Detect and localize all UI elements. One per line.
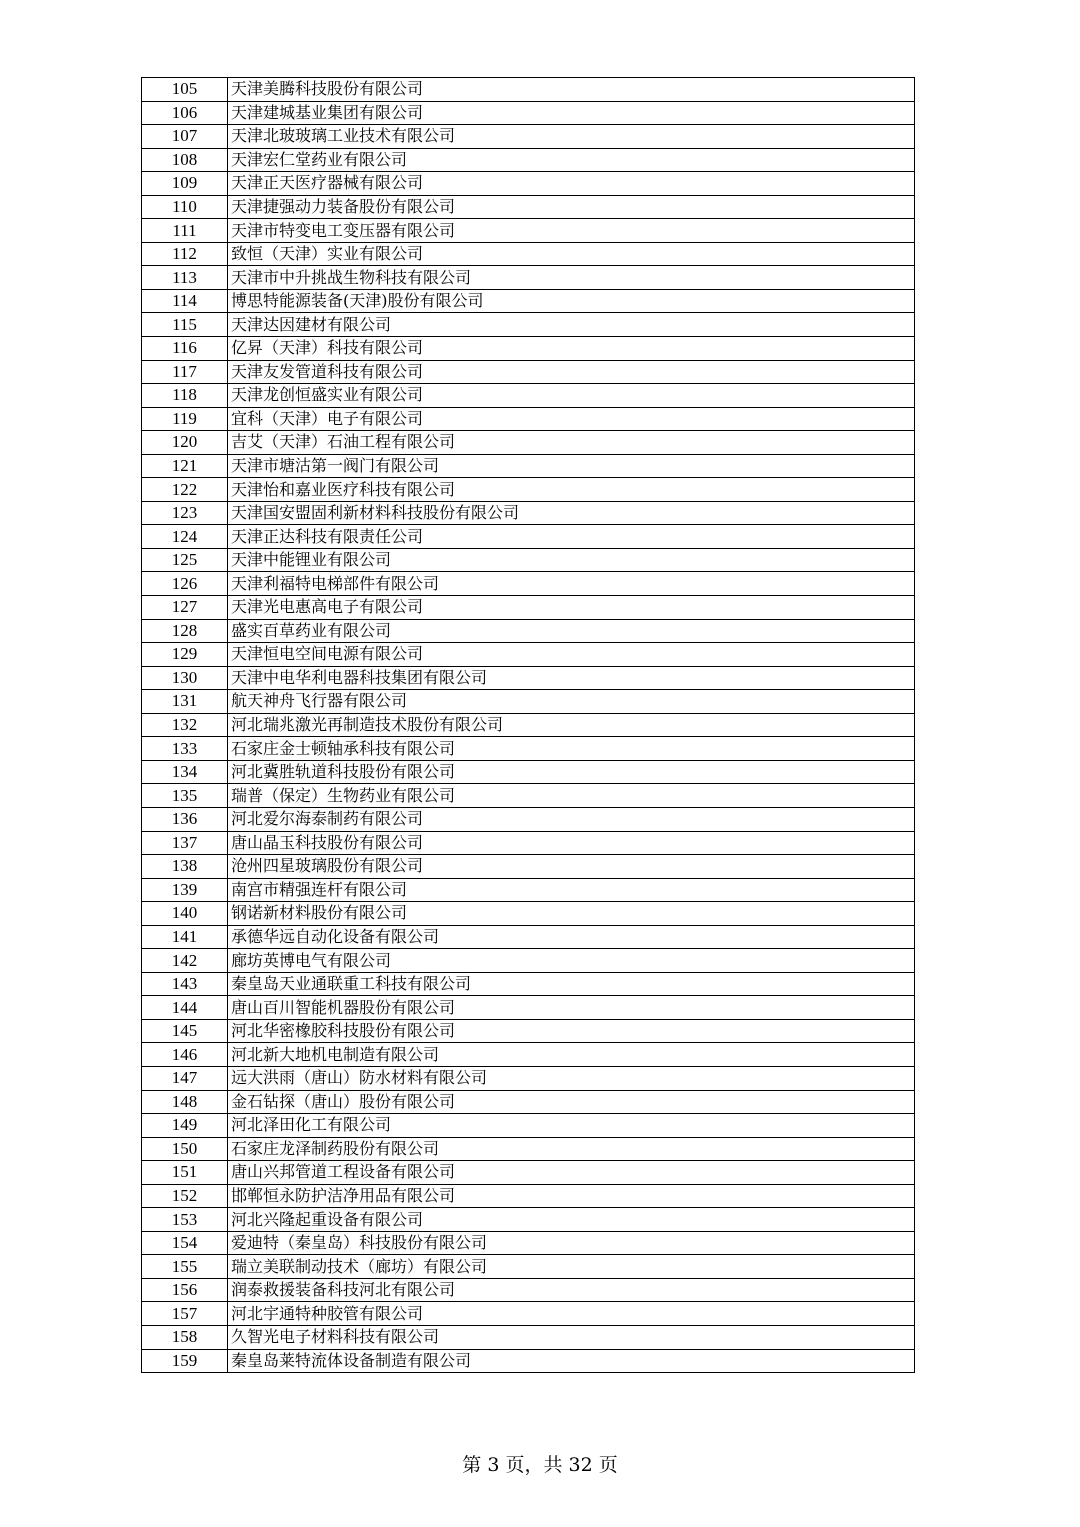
company-name: 石家庄金士顿轴承科技有限公司	[228, 737, 915, 761]
company-name: 吉艾（天津）石油工程有限公司	[228, 431, 915, 455]
company-name: 河北泽田化工有限公司	[228, 1114, 915, 1138]
row-number: 129	[142, 643, 228, 667]
company-name: 河北冀胜轨道科技股份有限公司	[228, 760, 915, 784]
company-name: 南宫市精强连杆有限公司	[228, 878, 915, 902]
table-row	[142, 501, 915, 525]
company-name: 河北爱尔海泰制药有限公司	[228, 807, 915, 831]
table-row	[142, 407, 915, 431]
table-row	[142, 360, 915, 384]
table-row	[142, 619, 915, 643]
row-number: 118	[142, 384, 228, 408]
table-row	[142, 1278, 915, 1302]
table-row	[142, 525, 915, 549]
table-row	[142, 1090, 915, 1114]
row-number: 151	[142, 1161, 228, 1185]
table-row	[142, 572, 915, 596]
table-row	[142, 313, 915, 337]
table-row	[142, 737, 915, 761]
row-number: 143	[142, 972, 228, 996]
table-row	[142, 690, 915, 714]
company-name: 天津国安盟固利新材料科技股份有限公司	[228, 501, 915, 525]
row-number: 156	[142, 1278, 228, 1302]
row-number: 144	[142, 996, 228, 1020]
company-name: 天津正天医疗器械有限公司	[228, 172, 915, 196]
row-number: 142	[142, 949, 228, 973]
table-row	[142, 807, 915, 831]
row-number: 149	[142, 1114, 228, 1138]
company-name: 秦皇岛莱特流体设备制造有限公司	[228, 1349, 915, 1373]
company-name: 邯郸恒永防护洁净用品有限公司	[228, 1184, 915, 1208]
table-row	[142, 1184, 915, 1208]
table-row	[142, 996, 915, 1020]
row-number: 127	[142, 596, 228, 620]
company-name: 天津中电华利电器科技集团有限公司	[228, 666, 915, 690]
row-number: 145	[142, 1019, 228, 1043]
row-number: 136	[142, 807, 228, 831]
row-number: 126	[142, 572, 228, 596]
company-name: 天津北玻玻璃工业技术有限公司	[228, 125, 915, 149]
company-name: 天津恒电空间电源有限公司	[228, 643, 915, 667]
row-number: 125	[142, 548, 228, 572]
table-row	[142, 548, 915, 572]
company-name: 航天神舟飞行器有限公司	[228, 690, 915, 714]
row-number: 152	[142, 1184, 228, 1208]
row-number: 150	[142, 1137, 228, 1161]
row-number: 139	[142, 878, 228, 902]
row-number: 112	[142, 242, 228, 266]
company-name: 天津市特变电工变压器有限公司	[228, 219, 915, 243]
table-row	[142, 384, 915, 408]
table-row	[142, 1019, 915, 1043]
table-row	[142, 878, 915, 902]
company-name: 河北华密橡胶科技股份有限公司	[228, 1019, 915, 1043]
table-row	[142, 1208, 915, 1232]
row-number: 131	[142, 690, 228, 714]
table-row	[142, 337, 915, 361]
table-row	[142, 1114, 915, 1138]
table-row	[142, 125, 915, 149]
table-row	[142, 949, 915, 973]
company-name: 天津美腾科技股份有限公司	[228, 78, 915, 102]
row-number: 134	[142, 760, 228, 784]
company-name: 唐山百川智能机器股份有限公司	[228, 996, 915, 1020]
company-list-table	[141, 77, 915, 1373]
row-number: 135	[142, 784, 228, 808]
company-name: 天津友发管道科技有限公司	[228, 360, 915, 384]
company-name: 天津怡和嘉业医疗科技有限公司	[228, 478, 915, 502]
row-number: 138	[142, 855, 228, 879]
table-row	[142, 1302, 915, 1326]
row-number: 153	[142, 1208, 228, 1232]
table-row	[142, 101, 915, 125]
company-name: 天津建城基业集团有限公司	[228, 101, 915, 125]
table-row	[142, 289, 915, 313]
row-number: 158	[142, 1325, 228, 1349]
row-number: 124	[142, 525, 228, 549]
company-name: 久智光电子材料科技有限公司	[228, 1325, 915, 1349]
company-name: 石家庄龙泽制药股份有限公司	[228, 1137, 915, 1161]
table-row	[142, 760, 915, 784]
table-row	[142, 1255, 915, 1279]
row-number: 109	[142, 172, 228, 196]
company-name: 天津市中升挑战生物科技有限公司	[228, 266, 915, 290]
table-row	[142, 643, 915, 667]
company-name: 天津正达科技有限责任公司	[228, 525, 915, 549]
table-row	[142, 431, 915, 455]
table-row	[142, 1066, 915, 1090]
table-row	[142, 666, 915, 690]
row-number: 148	[142, 1090, 228, 1114]
row-number: 120	[142, 431, 228, 455]
table-row	[142, 713, 915, 737]
table-row	[142, 1325, 915, 1349]
company-name: 钢诺新材料股份有限公司	[228, 902, 915, 926]
table-row	[142, 478, 915, 502]
row-number: 155	[142, 1255, 228, 1279]
row-number: 106	[142, 101, 228, 125]
company-name: 瑞普（保定）生物药业有限公司	[228, 784, 915, 808]
table-row	[142, 972, 915, 996]
row-number: 141	[142, 925, 228, 949]
company-name: 天津利福特电梯部件有限公司	[228, 572, 915, 596]
table-row	[142, 219, 915, 243]
table-row	[142, 454, 915, 478]
row-number: 157	[142, 1302, 228, 1326]
company-name: 盛实百草药业有限公司	[228, 619, 915, 643]
company-name: 润泰救援装备科技河北有限公司	[228, 1278, 915, 1302]
company-name: 廊坊英博电气有限公司	[228, 949, 915, 973]
row-number: 146	[142, 1043, 228, 1067]
table-row	[142, 1231, 915, 1255]
row-number: 117	[142, 360, 228, 384]
table-row	[142, 855, 915, 879]
row-number: 119	[142, 407, 228, 431]
row-number: 128	[142, 619, 228, 643]
table-row	[142, 1137, 915, 1161]
row-number: 113	[142, 266, 228, 290]
company-name: 天津市塘沽第一阀门有限公司	[228, 454, 915, 478]
table-row	[142, 242, 915, 266]
company-name: 天津龙创恒盛实业有限公司	[228, 384, 915, 408]
company-name: 秦皇岛天业通联重工科技有限公司	[228, 972, 915, 996]
row-number: 137	[142, 831, 228, 855]
company-name: 致恒（天津）实业有限公司	[228, 242, 915, 266]
table-row	[142, 831, 915, 855]
company-name: 天津捷强动力装备股份有限公司	[228, 195, 915, 219]
company-name: 唐山兴邦管道工程设备有限公司	[228, 1161, 915, 1185]
company-name: 河北兴隆起重设备有限公司	[228, 1208, 915, 1232]
table-row	[142, 784, 915, 808]
table-row	[142, 1043, 915, 1067]
row-number: 132	[142, 713, 228, 737]
page-footer: 第 3 页，共 32 页	[462, 1454, 618, 1476]
row-number: 110	[142, 195, 228, 219]
row-number: 107	[142, 125, 228, 149]
row-number: 115	[142, 313, 228, 337]
table-row	[142, 78, 915, 102]
row-number: 116	[142, 337, 228, 361]
table-row	[142, 925, 915, 949]
company-name: 亿昇（天津）科技有限公司	[228, 337, 915, 361]
row-number: 108	[142, 148, 228, 172]
table-row	[142, 266, 915, 290]
row-number: 147	[142, 1066, 228, 1090]
table-row	[142, 1161, 915, 1185]
row-number: 130	[142, 666, 228, 690]
company-name: 河北新大地机电制造有限公司	[228, 1043, 915, 1067]
row-number: 122	[142, 478, 228, 502]
company-name: 博思特能源装备(天津)股份有限公司	[228, 289, 915, 313]
company-name: 天津达因建材有限公司	[228, 313, 915, 337]
table-row	[142, 902, 915, 926]
row-number: 140	[142, 902, 228, 926]
row-number: 133	[142, 737, 228, 761]
company-name: 天津中能锂业有限公司	[228, 548, 915, 572]
table-row	[142, 148, 915, 172]
company-list-body	[142, 78, 915, 1373]
table-row	[142, 1349, 915, 1373]
table-row	[142, 596, 915, 620]
table-row	[142, 195, 915, 219]
company-name: 爱迪特（秦皇岛）科技股份有限公司	[228, 1231, 915, 1255]
company-name: 承德华远自动化设备有限公司	[228, 925, 915, 949]
row-number: 105	[142, 78, 228, 102]
company-name: 唐山晶玉科技股份有限公司	[228, 831, 915, 855]
row-number: 123	[142, 501, 228, 525]
company-name: 沧州四星玻璃股份有限公司	[228, 855, 915, 879]
company-name: 远大洪雨（唐山）防水材料有限公司	[228, 1066, 915, 1090]
table-row	[142, 172, 915, 196]
company-name: 天津光电惠高电子有限公司	[228, 596, 915, 620]
company-name: 瑞立美联制动技术（廊坊）有限公司	[228, 1255, 915, 1279]
row-number: 114	[142, 289, 228, 313]
row-number: 111	[142, 219, 228, 243]
company-name: 金石钻探（唐山）股份有限公司	[228, 1090, 915, 1114]
row-number: 159	[142, 1349, 228, 1373]
company-name: 河北宇通特种胶管有限公司	[228, 1302, 915, 1326]
company-name: 河北瑞兆激光再制造技术股份有限公司	[228, 713, 915, 737]
company-name: 天津宏仁堂药业有限公司	[228, 148, 915, 172]
row-number: 154	[142, 1231, 228, 1255]
company-name: 宜科（天津）电子有限公司	[228, 407, 915, 431]
row-number: 121	[142, 454, 228, 478]
